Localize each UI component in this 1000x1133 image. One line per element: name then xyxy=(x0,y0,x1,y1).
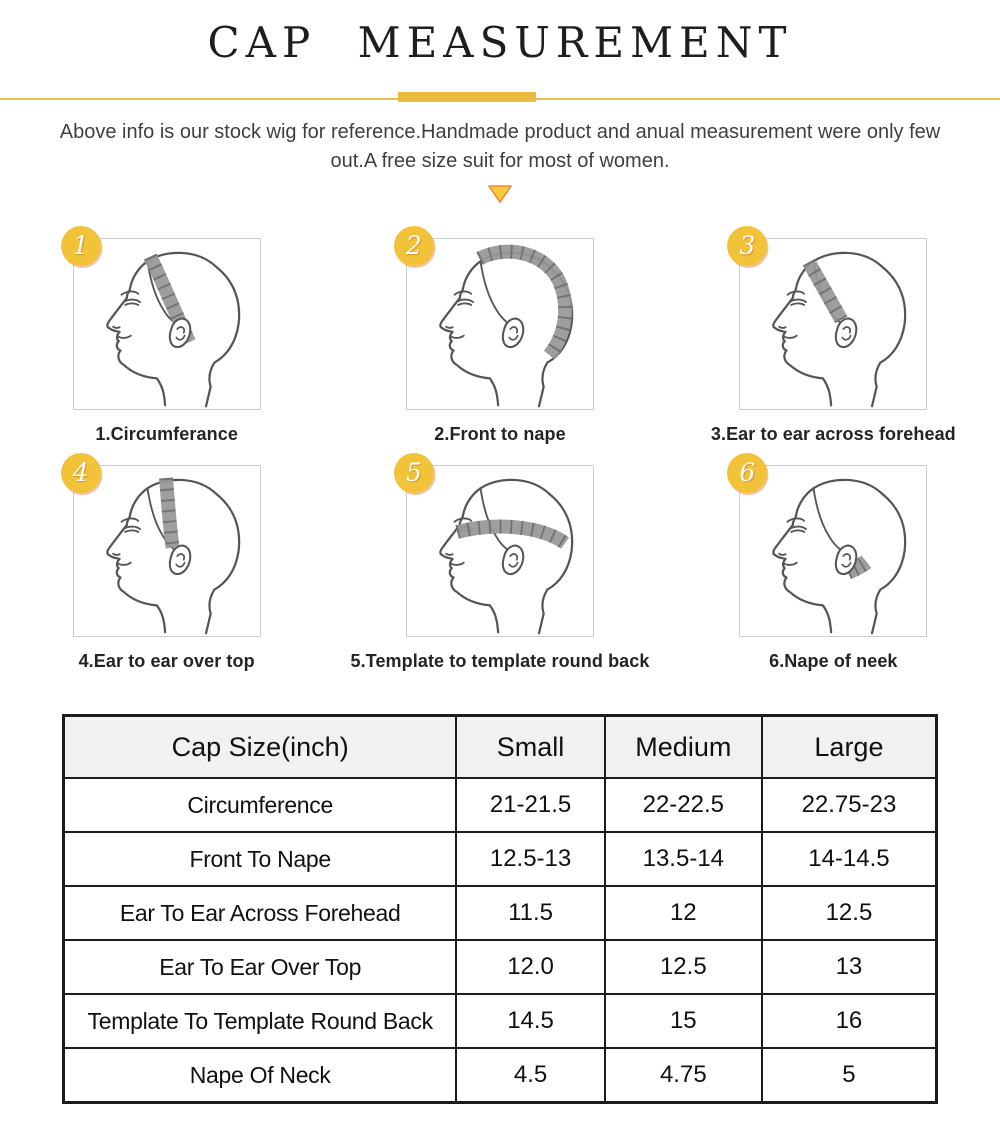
cell-value: 16 xyxy=(762,994,937,1048)
cell-value: 14-14.5 xyxy=(762,832,937,886)
measuring-tape xyxy=(166,478,173,548)
diagram-card-front-to-nape xyxy=(406,231,594,445)
gold-divider xyxy=(0,92,1000,102)
head-profile-illustration xyxy=(740,466,926,636)
diagram-card-ear-to-ear-top xyxy=(72,458,261,672)
col-large: Large xyxy=(762,716,937,779)
row-label: Ear To Ear Across Forehead xyxy=(64,886,457,940)
diagram-caption: 2.Front to nape xyxy=(434,424,566,444)
head-profile-illustration xyxy=(407,239,593,409)
col-cap-size: Cap Size(inch) xyxy=(64,716,457,779)
cell-value: 4.75 xyxy=(605,1048,762,1103)
diagram-card-circumference xyxy=(72,231,261,445)
diagram-frame xyxy=(72,458,261,637)
diagram-card-ear-to-ear-forehead xyxy=(710,231,956,445)
cell-value: 12 xyxy=(605,886,762,940)
cell-value: 22-22.5 xyxy=(605,778,762,832)
cell-value: 15 xyxy=(605,994,762,1048)
diagram-card-nape-of-neck xyxy=(739,458,927,672)
cell-value: 12.5 xyxy=(605,940,762,994)
cell-value: 13.5-14 xyxy=(605,832,762,886)
table-row xyxy=(64,886,937,940)
intro-text xyxy=(0,118,1000,176)
row-label: Template To Template Round Back xyxy=(64,994,457,1048)
cell-value: 4.5 xyxy=(456,1048,604,1103)
diagram-frame xyxy=(72,231,261,410)
table-row xyxy=(64,940,937,994)
page-title: CAP MEASUREMENT xyxy=(207,18,793,67)
diagram-frame xyxy=(406,231,594,410)
intro-line-2: out.A free size suit for most of women. xyxy=(330,150,670,172)
cell-value: 21-21.5 xyxy=(456,778,604,832)
diagram-caption: 5.Template to template round back xyxy=(350,651,650,671)
cell-value: 12.5-13 xyxy=(456,832,604,886)
diagram-caption: 3.Ear to ear across forehead xyxy=(710,424,956,444)
table-header-row xyxy=(64,716,937,779)
cell-value: 12.0 xyxy=(456,940,604,994)
number-badge: 1 xyxy=(61,226,101,266)
diagram-caption: 6.Nape of neek xyxy=(769,651,898,671)
diagram-caption: 4.Ear to ear over top xyxy=(78,651,255,671)
cell-value: 14.5 xyxy=(456,994,604,1048)
number-badge: 6 xyxy=(727,453,767,493)
row-label: Front To Nape xyxy=(64,832,457,886)
intro-line-1: Above info is our stock wig for reference.Handmade product and anual measurement were only few xyxy=(59,121,941,143)
head-profile-illustration xyxy=(740,239,926,409)
row-label: Ear To Ear Over Top xyxy=(64,940,457,994)
table-row xyxy=(64,1048,937,1103)
number-badge: 3 xyxy=(727,226,767,266)
diagram-frame xyxy=(739,231,927,410)
cell-value: 5 xyxy=(762,1048,937,1103)
diagram-frame xyxy=(739,458,927,637)
cell-value: 13 xyxy=(762,940,937,994)
cap-size-table xyxy=(62,714,938,1104)
head-profile-illustration xyxy=(74,239,260,409)
number-badge: 5 xyxy=(394,453,434,493)
measurement-diagrams xyxy=(0,231,1000,672)
cell-value: 22.75-23 xyxy=(762,778,937,832)
table-row xyxy=(64,832,937,886)
cell-value: 11.5 xyxy=(456,886,604,940)
row-label: Nape Of Neck xyxy=(64,1048,457,1103)
down-arrow-icon xyxy=(487,184,513,204)
diagram-frame xyxy=(406,458,594,637)
gold-divider-bar xyxy=(398,92,536,101)
diagram-card-template-round-back xyxy=(350,458,650,672)
col-medium: Medium xyxy=(605,716,762,779)
head-profile-illustration xyxy=(407,466,593,636)
table-row xyxy=(64,994,937,1048)
number-badge: 2 xyxy=(394,226,434,266)
head-profile-illustration xyxy=(74,466,260,636)
col-small: Small xyxy=(456,716,604,779)
table-row xyxy=(64,778,937,832)
cell-value: 12.5 xyxy=(762,886,937,940)
number-badge: 4 xyxy=(61,453,101,493)
diagram-caption: 1.Circumferance xyxy=(95,424,238,444)
row-label: Circumference xyxy=(64,778,457,832)
